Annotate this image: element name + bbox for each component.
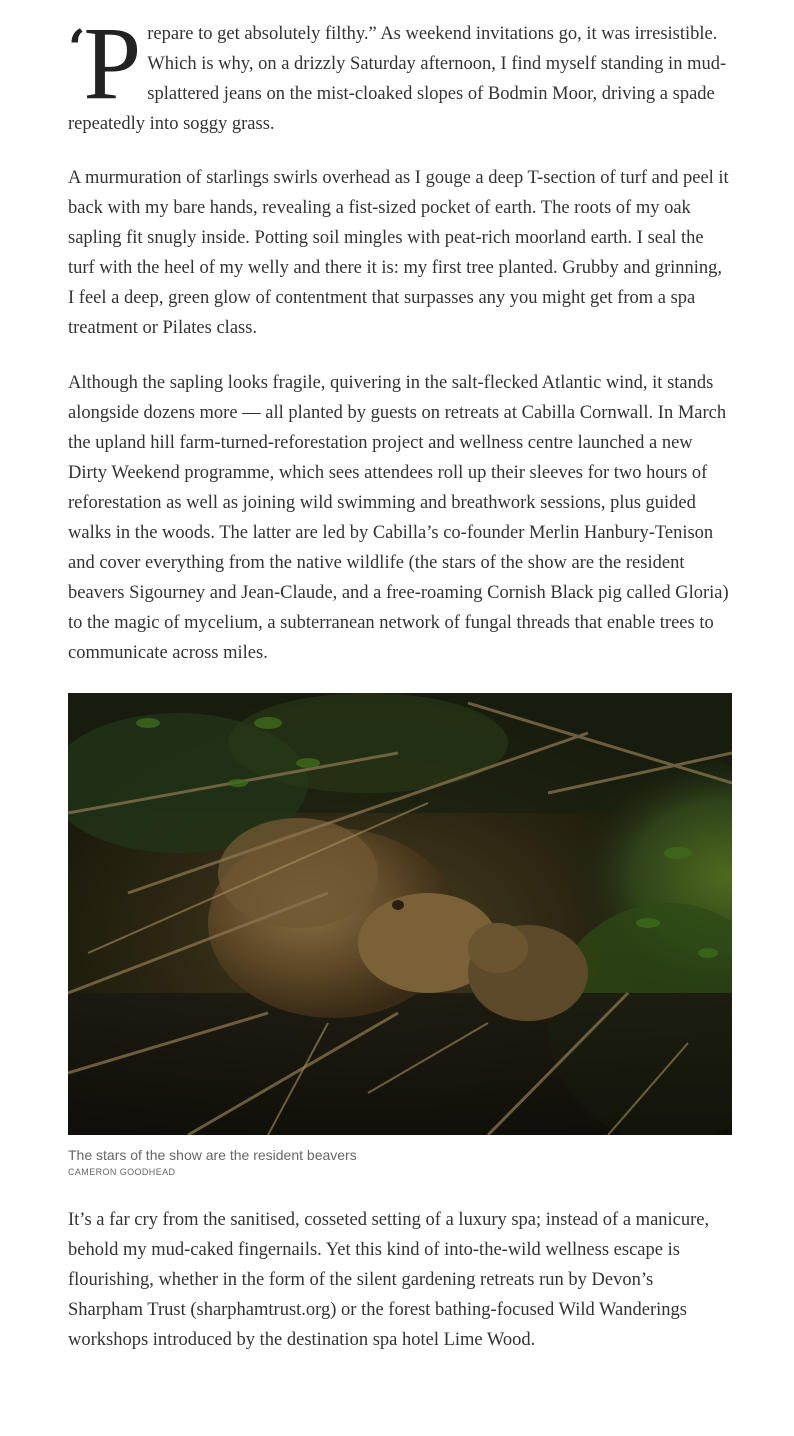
article-paragraph-2: A murmuration of starlings swirls overhead as I gouge a deep T-section of turf and peel it back with my bare hands, revealing a fist-sized pocket of earth. The roots of my oak sapling fit snugly inside. Potting soil mingles with peat-rich moorland earth. I seal the turf with the heel of my welly and there it is: my first tree planted. Grubby and grinning, I feel a deep, green glow of contentment that surpasses any you might get from a spa treatment or Pilates class.: [68, 168, 729, 338]
intro-text: repare to get absolutely filthy.” As weekend invitations go, it was irresistible. Which is why, on a drizzly Saturday afternoon, I find myself standing in mud-splattered jeans on the mist-cloaked slopes of Bodmin Moor, driving a spade repeatedly into soggy grass.: [68, 24, 727, 134]
article-figure: [68, 693, 732, 1178]
drop-cap-quote-mark: ‘: [68, 18, 84, 77]
article-paragraph-4: It’s a far cry from the sanitised, cosseted setting of a luxury spa; instead of a manicure, behold my mud-caked fingernails. Yet this kind of into-the-wild wellness escape is flourishing, whether in the form of the silent gardening retreats run by Devon’s Sharpham Trust (sharphamtrust.org) or the forest bathing-focused Wild Wanderings workshops introduced by the destination spa hotel Lime Wood.: [68, 1210, 710, 1350]
article-body: [68, 6, 732, 1355]
drop-cap-letter: P: [83, 6, 142, 121]
article-paragraph-intro: [68, 6, 732, 139]
beaver-photo: [68, 693, 732, 1135]
figure-caption: The stars of the show are the resident beavers: [68, 1147, 357, 1163]
photo-credit: CAMERON GOODHEAD: [68, 1167, 176, 1177]
article-paragraph-3: Although the sapling looks fragile, quivering in the salt-flecked Atlantic wind, it stands alongside dozens more — all planted by guests on retreats at Cabilla Cornwall. In March the upland hill farm-turned-reforestation project and wellness centre launched a new Dirty Weekend programme, which sees attendees roll up their sleeves for two hours of reforestation as well as joining wild swimming and breathwork sessions, plus guided walks in the woods. The latter are led by Cabilla’s co-founder Merlin Hanbury-Tenison and cover everything from the native wildlife (the stars of the show are the resident beavers Sigourney and Jean-Claude, and a free-roaming Cornish Black pig called Gloria) to the magic of mycelium, a subterranean network of fungal threads that enable trees to communicate across miles.: [68, 373, 729, 663]
drop-cap: [68, 6, 142, 121]
